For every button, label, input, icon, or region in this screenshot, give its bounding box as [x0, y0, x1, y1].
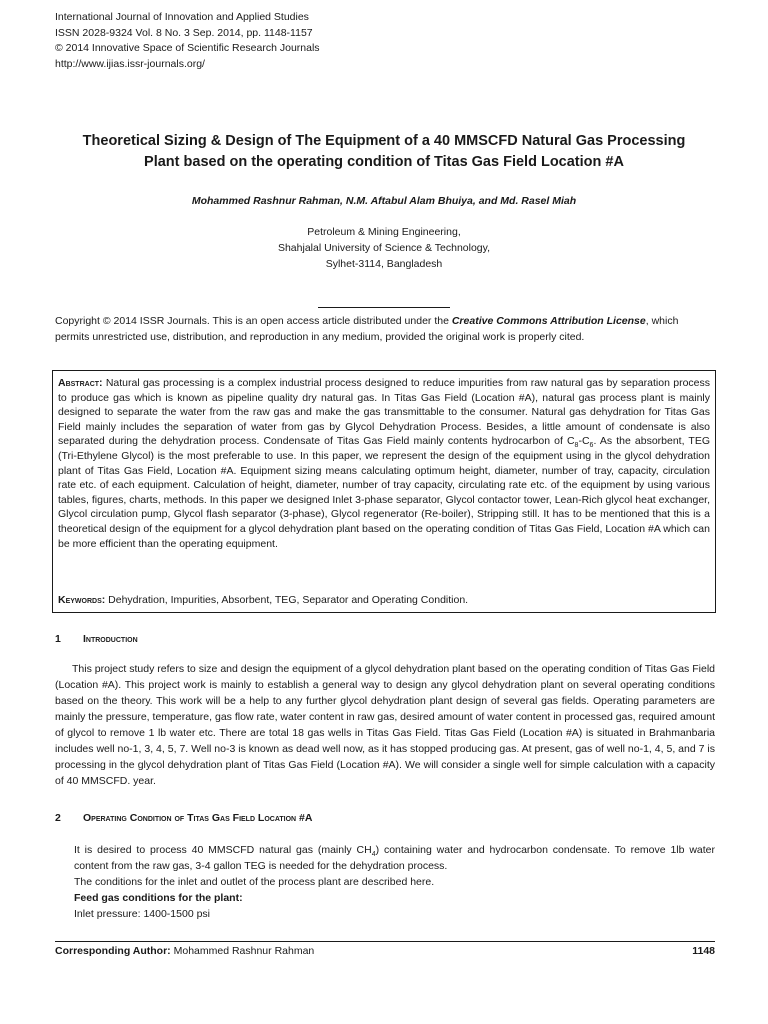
section-2-heading	[55, 812, 312, 824]
copyright-text-after: , which permits unrestricted use, distribution, and reproduction in any medium, provided the original work is properly cited.	[55, 315, 679, 343]
section-2-body	[74, 842, 715, 922]
paper-title	[40, 131, 728, 173]
keywords-text: Dehydration, Impurities, Absorbent, TEG, Separator and Operating Condition.	[105, 594, 469, 606]
affiliation-line-3: Sylhet-3114, Bangladesh	[325, 258, 443, 270]
journal-issn: ISSN 2028-9324 Vol. 8 No. 3 Sep. 2014, pp. 1148-1157	[55, 26, 313, 39]
copyright-notice	[55, 313, 715, 345]
inlet-pressure: Inlet pressure: 1400-1500 psi	[74, 908, 211, 920]
feed-gas-heading: Feed gas conditions for the plant:	[74, 892, 243, 904]
affiliation-line-1: Petroleum & Mining Engineering,	[307, 226, 461, 238]
abstract-label: Abstract:	[58, 377, 103, 389]
license-name: Creative Commons Attribution License	[451, 315, 646, 327]
section-2-paragraph-1	[74, 842, 715, 874]
paper-title-line-1: Theoretical Sizing & Design of The Equipment of a 40 MMSCFD Natural Gas Processing	[82, 133, 686, 149]
paper-title-line-2: Plant based on the operating condition of Titas Gas Field Location #A	[144, 154, 624, 170]
journal-copyright: © 2014 Innovative Space of Scientific Research Journals	[55, 42, 320, 54]
corresponding-author-name: Mohammed Rashnur Rahman	[170, 945, 315, 957]
corresponding-author-label: Corresponding Author:	[55, 945, 171, 957]
section-1-number: 1	[55, 633, 61, 645]
abstract-box	[52, 370, 716, 613]
keywords-label: Keywords:	[58, 594, 106, 606]
section-2-p1-text-after: ) containing water and hydrocarbon condensate. To remove 1lb water content from the raw gas, 3-4 gallon TEG is needed for the dehydration process.	[74, 844, 715, 872]
footer-divider	[55, 941, 715, 942]
abstract-subscript-1: 8	[574, 442, 579, 450]
paper-authors: Mohammed Rashnur Rahman, N.M. Aftabul Alam Bhuiya, and Md. Rasel Miah	[191, 195, 577, 207]
section-1-body: This project study refers to size and design the equipment of a glycol dehydration plant based on the operating condition of Titas Gas Field (Location #A). This project work is mainly to establish a general way to design any glycol dehydration plant on several operating conditions based on the theory. This work will be a help to any further glycol dehydration plant design of several gas fields. Operating parameters are mainly the pressure, temperature, gas flow rate, water content in raw gas, desired amount of water content in processed gas, required amount of glycol to remove 1 lb water etc. There are total 18 gas wells in Titas Gas Field. Titas Gas Field (Location #A) is situated in Brahmanbaria includes well no-1, 3, 4, 5, 7. Well no-3 is known as dead well now, as it has stopped producing gas. At present, gas of well no-1, 4, 5, and 7 is processing in the glycol dehydration plant of Titas Gas Field (Location #A). We will consider a single well for simple calculation with a capacity of 40 MMSCFD. year.	[55, 663, 715, 787]
abstract-dash: -C	[578, 435, 590, 448]
section-2-number: 2	[55, 812, 61, 824]
affiliation-line-2: Shahjalal University of Science & Technology,	[277, 242, 491, 254]
corresponding-author	[55, 945, 314, 957]
copyright-text-before: Copyright © 2014 ISSR Journals. This is an open access article distributed under the	[55, 315, 452, 327]
keywords	[58, 593, 468, 608]
abstract-text	[58, 376, 710, 551]
section-2-title: Operating Condition of Titas Gas Field Location #A	[83, 812, 313, 824]
page-number: 1148	[692, 945, 715, 957]
author-affiliation	[40, 224, 728, 272]
journal-header	[55, 10, 320, 72]
section-1-heading	[55, 633, 138, 645]
journal-name: International Journal of Innovation and Applied Studies	[55, 11, 309, 23]
page-footer	[55, 945, 715, 957]
abstract-part-2: . As the absorbent, TEG (Tri-Ethylene Glycol) is the most preferable to use. In this paper, we represent the design of the equipment using in the glycol dehydration plant of Titas Gas Field, Location #A. Equipment sizing means calculating optimum height, diameter, number of tray, capacity, circulation rate etc. of each equipment. Calculation of height, diameter, number of tray capacity, circulating rate etc. of the equipment by using various tables, figures, charts, methods. In this paper we designed Inlet 3-phase separator, Glycol contactor tower, Lean-Rich glycol heat exchanger, Glycol circulation pump, Glycol flash separator (3-phase), Glycol regenerator (Re-boiler), Stripping still. It has to be mentioned that this is a theoretical design of the equipment for a glycol dehydration plant based on the operating condition of Titas Gas Field, Location #A which can be more efficient than the operating equipment.	[58, 435, 710, 550]
section-1-title: Introduction	[83, 633, 138, 645]
abstract-subscript-2: 6	[589, 442, 594, 450]
abstract-part-1: Natural gas processing is a complex industrial process designed to reduce impurities from raw natural gas by separation process to produce gas which is known as pipeline quality dry natural gas. In Titas Gas Field (Location #A), natural gas process plant is mainly designed to separate the water from the raw gas and make the gas transmittable to the consumer. Natural gas dehydration for Titas Gas Field mainly includes the separation of water from gas by Glycol Dehydration Process. Besides, a little amount of condensate is also separated during the dehydration process. Condensate of Titas Gas Field mainly contents hydrocarbon of C	[58, 377, 710, 448]
copyright-divider	[318, 307, 450, 308]
journal-url[interactable]: http://www.ijias.issr-journals.org/	[55, 57, 205, 70]
section-2-p1-text: It is desired to process 40 MMSCFD natural gas (mainly CH	[74, 844, 372, 856]
methane-subscript: 4	[371, 851, 376, 859]
section-2-paragraph-2: The conditions for the inlet and outlet of the process plant are described here.	[74, 876, 435, 888]
